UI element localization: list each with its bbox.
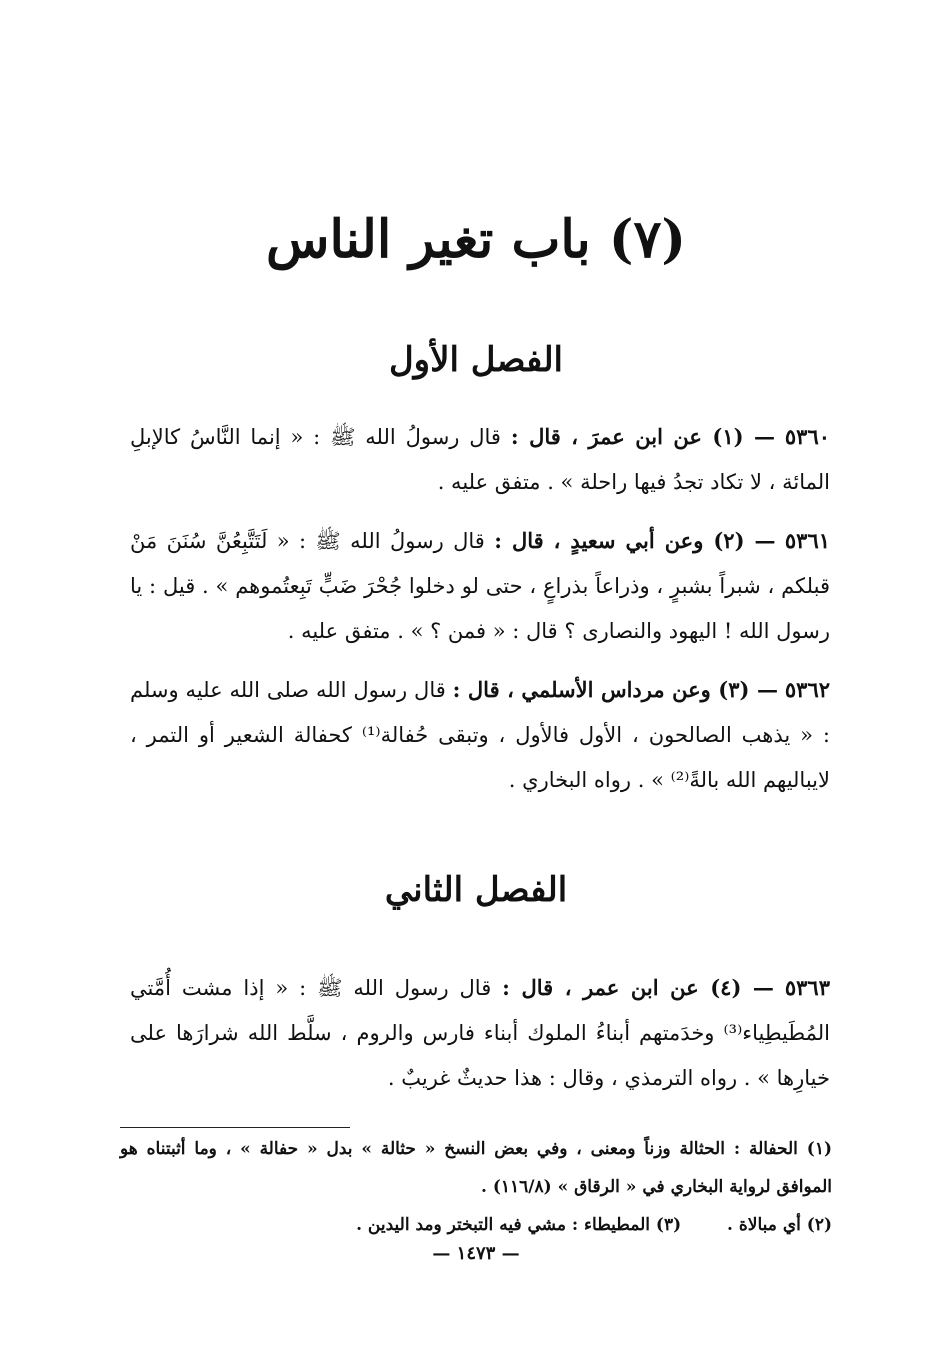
footnote-divider [120,1127,350,1128]
section-title-first: الفصل الأول [388,340,564,380]
footnote-1: (١) الحفالة : الحثالة وزناً ومعنى ، وفي بعض النسخ « حثالة » بدل « حفالة » ، وما أثبتناه هو الموافق لرواية البخاري في « الرقاق » (١١٦/٨) . [120,1139,832,1197]
hadith-number: ٥٣٦٣ [784,975,830,1000]
footnote-row [120,1206,832,1244]
hadith-text: قال رسول الله ﷺ : « إذا مشت أُمَّتي المُطَيطِياء⁽³⁾ وخدَمتهم أبناءُ الملوك أبناء فارس والروم ، سلَّط الله شرارَها على خيارِها » . رواه الترمذي ، وقال : هذا حديثٌ غريبٌ . [130,976,830,1090]
hadith-text: قال رسولُ الله ﷺ : « إنما النَّاسُ كالإبلِ المائة ، لا تكاد تجدُ فيها راحلة » . متفق عليه . [130,425,830,494]
hadith-intro: — (٤) عن ابن عمر ، قال : [502,975,774,1000]
chapter-title: (٧) باب تغير الناس [266,209,686,270]
hadith-number: ٥٣٦٠ [784,424,831,449]
hadith-number: ٥٣٦١ [784,528,831,553]
hadith-intro: — (٢) وعن أبي سعيدٍ ، قال : [494,528,776,553]
hadith-5362 [130,667,830,803]
section-title-second: الفصل الثاني [384,870,568,910]
hadith-intro: — (٣) وعن مرداس الأسلمي ، قال : [452,677,778,702]
hadith-number: ٥٣٦٢ [784,677,831,702]
hadith-5363 [130,965,830,1101]
footnote-2: (٢) أي مبالاة . [727,1215,832,1235]
hadith-text: قال رسولُ الله ﷺ : « لَتَتَّبِعُنَّ سُنَنَ مَنْ قبلكم ، شبراً بشبرٍ ، وذراعاً بذراعٍ ، حتى لو دخلوا جُحْرَ ضَبٍّ تَبِعتُموهم » . قيل : يا رسول الله ! اليهود والنصارى ؟ قال : « فمن ؟ » . متفق عليه . [130,529,830,643]
footnotes [120,1130,832,1244]
hadith-intro: — (١) عن ابن عمرَ ، قال : [510,424,776,449]
hadith-text: قال رسول الله صلى الله عليه وسلم : « يذهب الصالحون ، الأول فالأول ، وتبقى حُفالة⁽¹⁾ كحفالة الشعير أو التمر ، لايباليهم الله بالةً⁽²⁾ » . رواه البخاري . [130,678,830,792]
hadith-5360 [130,414,830,505]
footnote-3: (٣) المطيطاء : مشي فيه التبختر ومد اليدين . [356,1215,682,1235]
page-number: — ١٤٧٣ — [432,1243,520,1264]
hadith-5361 [130,518,830,654]
